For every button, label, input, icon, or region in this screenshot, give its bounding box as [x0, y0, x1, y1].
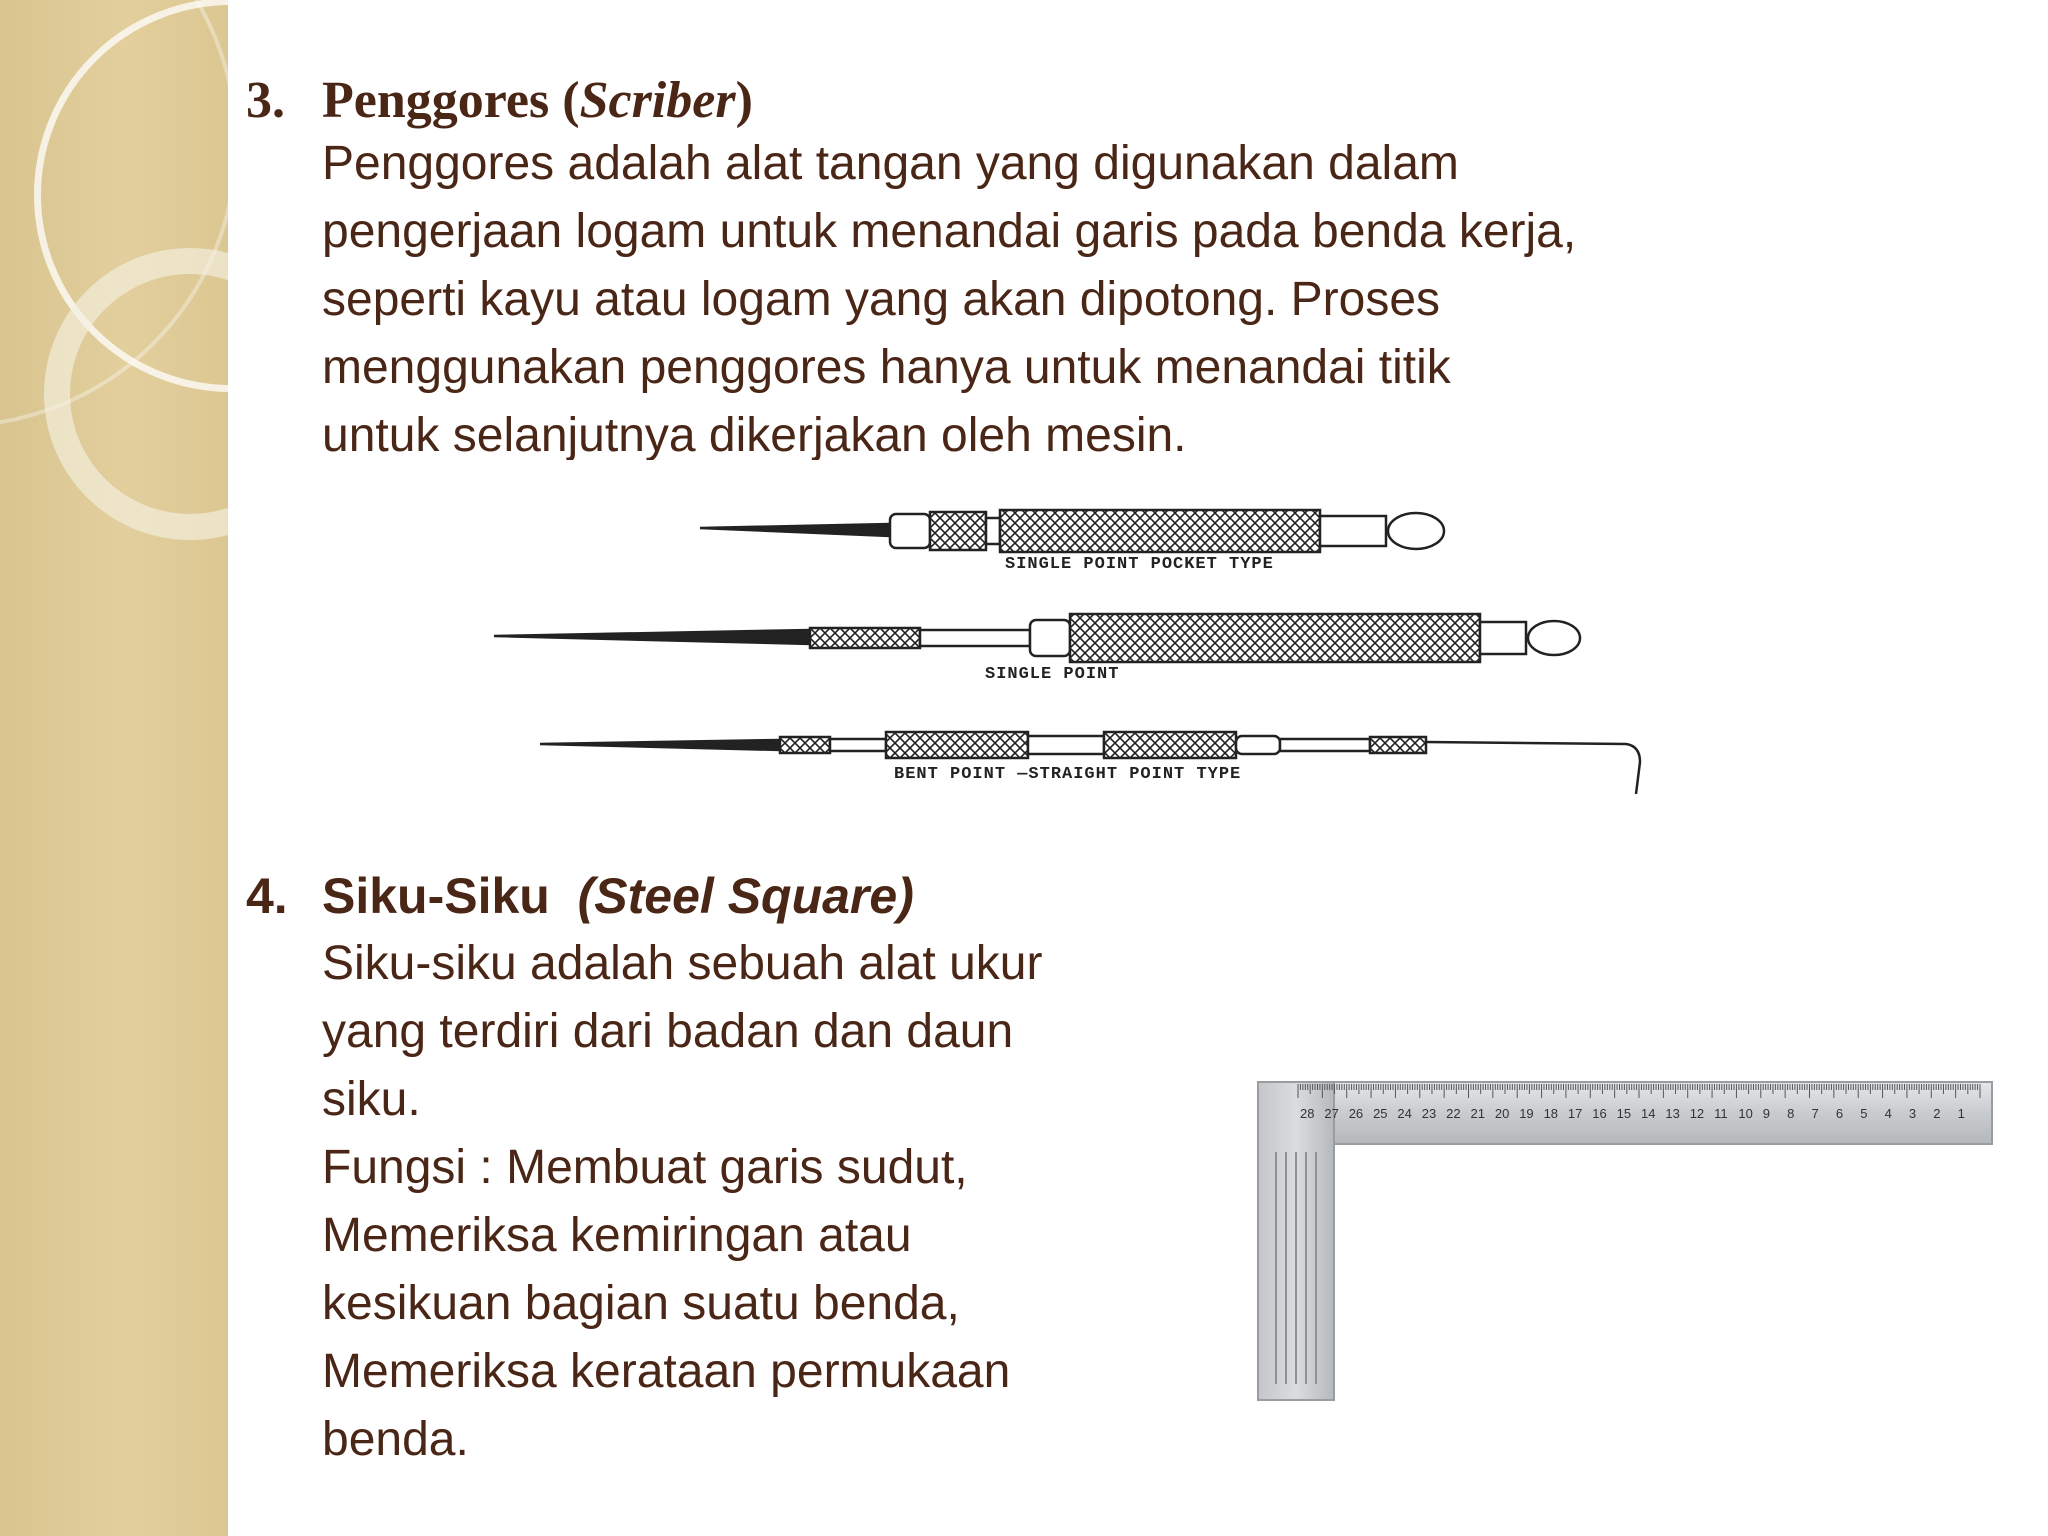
ruler-number: 21: [1470, 1106, 1485, 1121]
ruler-number: 23: [1421, 1106, 1437, 1121]
scriber-illustration: [480, 478, 1720, 808]
ruler-number: 14: [1641, 1106, 1656, 1121]
item3-line: pengerjaan logam untuk menandai garis pada benda kerja,: [322, 205, 1577, 258]
item3-paragraph: [322, 130, 1576, 460]
ruler-number: 12: [1689, 1106, 1705, 1121]
item4-line: Fungsi : Membuat garis sudut,: [322, 1141, 968, 1194]
item4-line: benda.: [322, 1413, 469, 1466]
scriber-label-single: SINGLE POINT: [985, 665, 1120, 684]
ruler-number: 16: [1592, 1106, 1607, 1121]
item4-number: 4.: [246, 868, 288, 924]
item4-line: yang terdiri dari badan dan daun: [322, 1005, 1014, 1058]
item3-line: menggunakan penggores hanya untuk menandai titik: [322, 341, 1451, 394]
item4-line: Memeriksa kemiringan atau: [322, 1209, 912, 1262]
ruler-number: 2: [1933, 1106, 1941, 1121]
item4-heading: [246, 868, 914, 924]
item3-line: Penggores adalah alat tangan yang digunakan dalam: [322, 137, 1459, 190]
ruler-number: 10: [1738, 1106, 1753, 1121]
scriber-label-bent: BENT POINT —STRAIGHT POINT TYPE: [894, 765, 1242, 784]
ruler-number: 7: [1811, 1106, 1819, 1121]
ruler-number: 8: [1787, 1106, 1795, 1121]
ruler-number: 4: [1884, 1106, 1892, 1121]
decorative-side-band: [0, 0, 228, 1536]
scriber-label-pocket: SINGLE POINT POCKET TYPE: [1005, 555, 1274, 574]
ruler-number: 18: [1543, 1106, 1559, 1121]
item4-paragraph: [322, 930, 1042, 1474]
item4-title: Siku-Siku: [322, 868, 550, 924]
ruler-number: 5: [1860, 1106, 1868, 1121]
ruler-number: 27: [1324, 1106, 1339, 1121]
ruler-number: 24: [1397, 1106, 1412, 1121]
item4-line: kesikuan bagian suatu benda,: [322, 1277, 960, 1330]
ruler-number: 20: [1494, 1106, 1510, 1121]
ruler-number: 28: [1300, 1106, 1315, 1121]
item3-line: untuk selanjutnya dikerjakan oleh mesin.: [322, 409, 1187, 460]
ruler-number: 3: [1908, 1106, 1917, 1121]
item4-line: Siku-siku adalah sebuah alat ukur: [322, 937, 1043, 990]
steel-square-illustration: [1256, 1072, 1996, 1402]
item3-number: 3.: [246, 72, 285, 129]
item3-line: seperti kayu atau logam yang akan dipotong. Proses: [322, 273, 1441, 326]
ruler-number: 6: [1835, 1106, 1844, 1121]
ruler-number: 1: [1957, 1106, 1965, 1121]
ruler-number: 13: [1665, 1106, 1680, 1121]
ruler-number: 22: [1446, 1106, 1461, 1121]
item3-heading: [246, 72, 753, 129]
item3-title: Penggores: [322, 72, 550, 129]
ruler-number: 11: [1714, 1106, 1728, 1121]
ruler-number: 15: [1616, 1106, 1632, 1121]
item4-line: Memeriksa kerataan permukaan: [322, 1345, 1011, 1398]
ruler-number: 9: [1762, 1106, 1771, 1121]
item3-paren-close: ): [735, 72, 753, 129]
ruler-number: 26: [1348, 1106, 1364, 1121]
ruler-number: 17: [1567, 1106, 1583, 1121]
item4-title-italic: (Steel Square): [577, 868, 914, 924]
item3-title-italic: Scriber: [579, 72, 736, 129]
item4-line: siku.: [322, 1073, 421, 1126]
ruler-number: 19: [1519, 1106, 1534, 1121]
item3-paren-open: (: [549, 72, 580, 129]
ruler-number: 25: [1373, 1106, 1388, 1121]
